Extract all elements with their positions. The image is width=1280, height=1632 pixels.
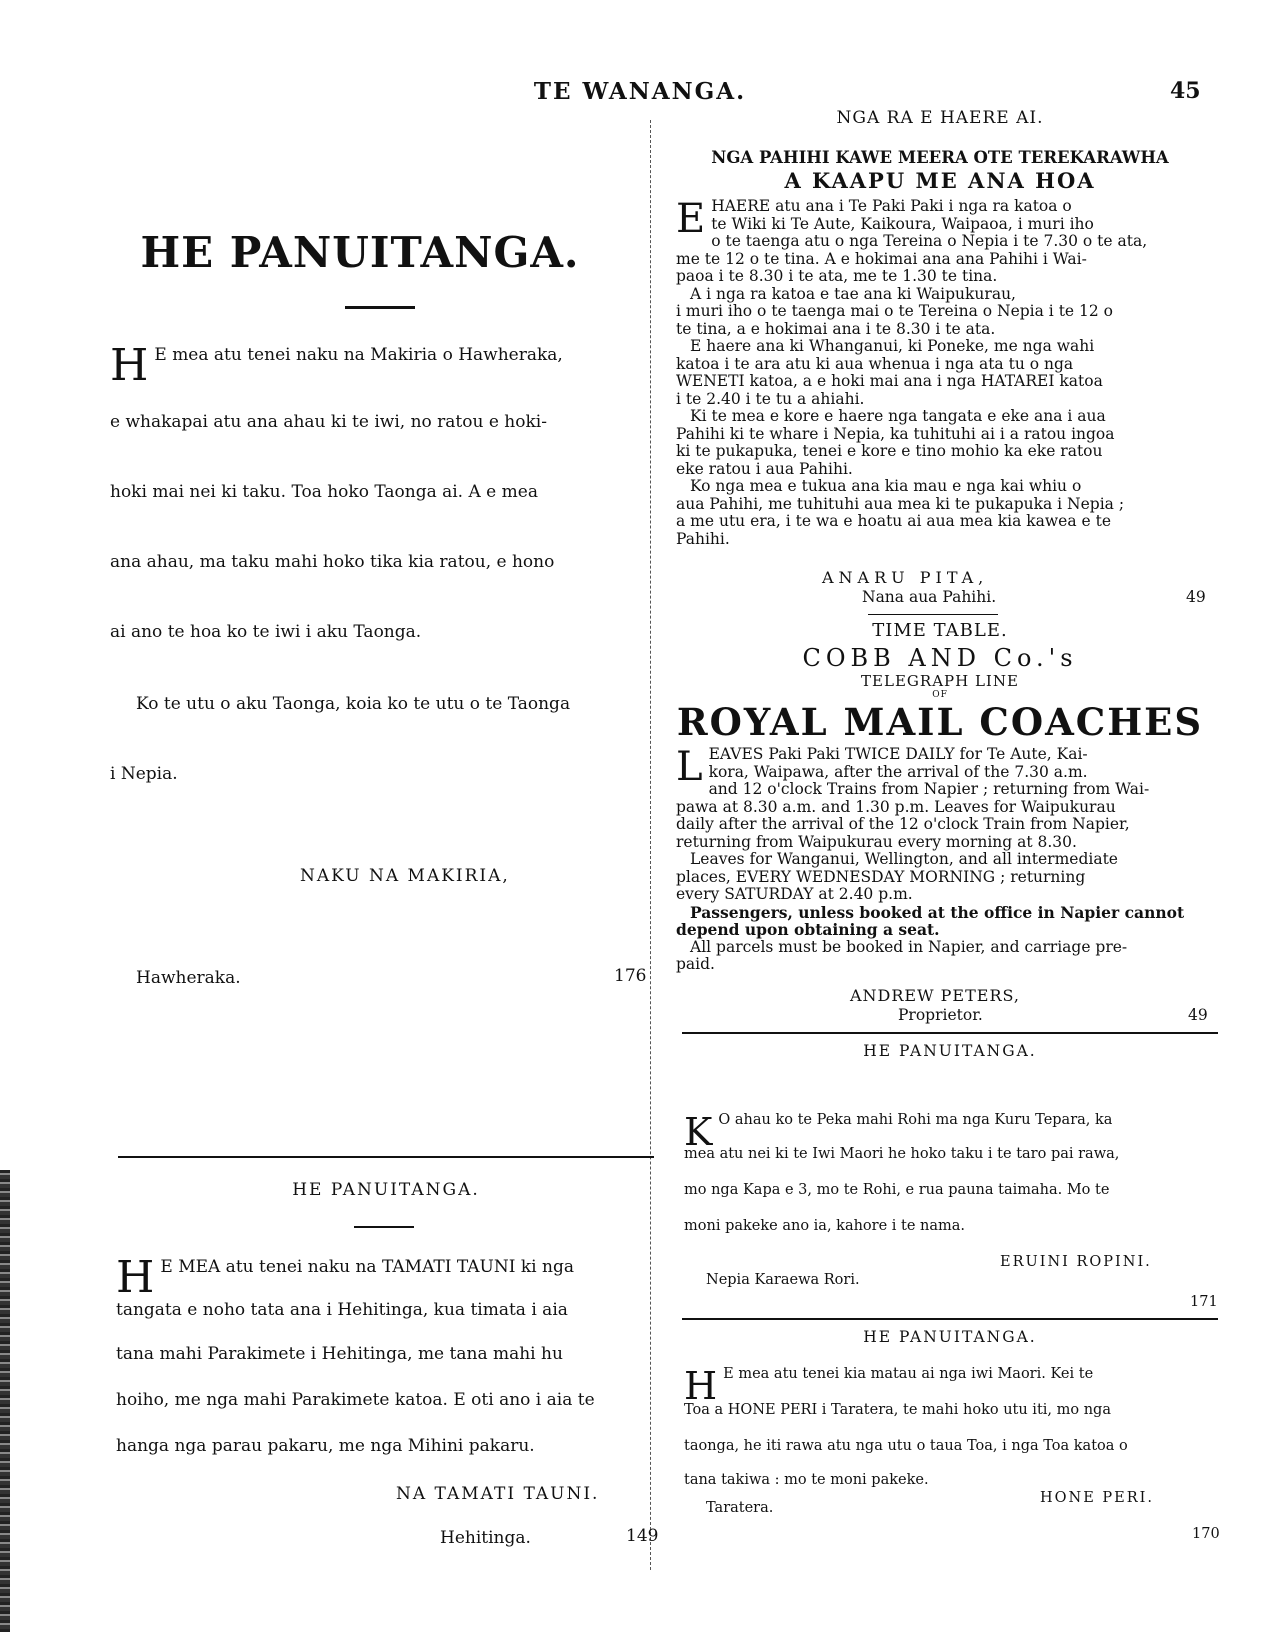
right-ad3-line: O ahau ko te Peka mahi Rohi ma nga Kuru Tepara, ka xyxy=(718,1112,1113,1128)
right-ad1-line: o te taenga atu o nga Tereina o Nepia i te 7.30 o te ata, xyxy=(711,232,1148,250)
right-ad4-body xyxy=(684,1364,1220,1408)
right-ad3-line: mo nga Kapa e 3, mo te Rohi, e rua pauna taimaha. Mo te xyxy=(684,1182,1110,1198)
right-ad4-line: E mea atu tenei kia matau ai nga iwi Maori. Kei te xyxy=(723,1366,1094,1382)
left-ad2-signature: NA TAMATI TAUNI. xyxy=(396,1484,600,1504)
left-separator xyxy=(118,1156,654,1158)
right-ad2-line: paid. xyxy=(676,955,715,973)
right-ad4-line: Toa a HONE PERI i Taratera, te mahi hoko utu iti, mo nga xyxy=(684,1402,1111,1418)
right-ad2-line: returning from Waipukurau every morning at 8.30. xyxy=(676,832,1077,851)
right-separator-2 xyxy=(682,1318,1218,1320)
right-separator-1 xyxy=(682,1032,1218,1034)
left-ad2-dropcap: H xyxy=(116,1252,155,1303)
left-ad1-line: Ko te utu o aku Taonga, koia ko te utu o te Taonga xyxy=(136,694,571,714)
right-ad2-body xyxy=(676,746,1216,974)
page-number: 45 xyxy=(1170,78,1201,104)
left-ad1-body xyxy=(110,340,650,408)
right-ad1-line: E haere ana ki Whanganui, ki Poneke, me nga wahi xyxy=(690,337,1095,355)
right-ad3-number: 171 xyxy=(1190,1294,1218,1310)
left-ad1-line: i Nepia. xyxy=(110,764,178,784)
right-ad2-company: COBB AND Co.'s xyxy=(802,644,1078,672)
right-ad2-line-name: TELEGRAPH LINE xyxy=(861,672,1019,690)
right-ad1-line: te tina, a e hokimai ana i te 8.30 i te ata. xyxy=(676,319,996,338)
right-ad1-line: HAERE atu ana i Te Paki Paki i nga ra katoa o xyxy=(711,197,1072,215)
right-ad2-line: EAVES Paki Paki TWICE DAILY for Te Aute, Kai- xyxy=(708,745,1088,763)
right-ad1-subheading2: A KAAPU ME ANA HOA xyxy=(784,168,1096,193)
right-ad3-place: Nepia Karaewa Rori. xyxy=(706,1272,860,1288)
right-ad1-line: Ko nga mea e tukua ana kia mau e nga kai whiu o xyxy=(690,477,1082,495)
right-ad1-signature-role: Nana aua Pahihi. xyxy=(862,588,997,606)
right-ad4-place: Taratera. xyxy=(706,1500,774,1516)
right-ad1-line: paoa i te 8.30 i te ata, me te 1.30 te tina. xyxy=(676,267,998,285)
right-ad1-line: Ki te mea e kore e haere nga tangata e eke ana i aua xyxy=(690,407,1106,425)
right-ad1-signature: ANARU PITA, xyxy=(822,568,989,587)
right-ad2-line: pawa at 8.30 a.m. and 1.30 p.m. Leaves for Waipukurau xyxy=(676,797,1116,816)
right-ad4-number: 170 xyxy=(1192,1526,1220,1542)
left-ad1-line: e whakapai atu ana ahau ki te iwi, no ratou e hoki- xyxy=(110,412,547,432)
right-ad1-heading: NGA RA E HAERE AI. xyxy=(836,108,1044,128)
left-ad1-rule xyxy=(345,306,415,309)
right-ad1-line: katoa i te ara atu ki aua whenua i nga ata tu o nga xyxy=(676,354,1074,373)
left-ad1-place: Hawheraka. xyxy=(136,968,241,988)
right-ad2-of: OF xyxy=(932,690,948,700)
right-ad2-line: Leaves for Wanganui, Wellington, and all intermediate xyxy=(690,850,1118,868)
right-ad2-line: Passengers, unless booked at the office in Napier cannot xyxy=(690,902,1185,922)
left-ad1-line: ai ano te hoa ko te iwi i aku Taonga. xyxy=(110,622,422,642)
right-ad2-big-title: ROYAL MAIL COACHES xyxy=(676,700,1204,744)
right-ad2-number: 49 xyxy=(1188,1006,1208,1024)
left-ad1-line: hoki mai nei ki taku. Toa hoko Taonga ai. A e mea xyxy=(110,482,538,502)
left-ad1-number: 176 xyxy=(614,966,647,986)
right-ad1-line: i muri iho o te taenga mai o te Tereina o Nepia i te 12 o xyxy=(676,302,1114,320)
left-ad2-line: tangata e noho tata ana i Hehitinga, kua timata i aia xyxy=(116,1300,568,1320)
left-ad2-line: hanga nga parau pakaru, me nga Mihini pakaru. xyxy=(116,1436,535,1456)
right-ad2-line: places, EVERY WEDNESDAY MORNING ; returning xyxy=(676,867,1086,886)
left-ad2-line: hoiho, me nga mahi Parakimete katoa. E oti ano i aia te xyxy=(116,1390,595,1410)
right-ad3-line: moni pakeke ano ia, kahore i te nama. xyxy=(684,1218,966,1234)
left-ad2-title: HE PANUITANGA. xyxy=(292,1180,480,1200)
right-ad1-line: Pahihi. xyxy=(676,529,730,548)
right-ad4-signature: HONE PERI. xyxy=(1040,1490,1155,1506)
right-ad2-heading: TIME TABLE. xyxy=(872,620,1008,641)
right-ad3-dropcap: K xyxy=(684,1110,713,1154)
right-ad2-line: every SATURDAY at 2.40 p.m. xyxy=(676,885,913,903)
right-ad1-line: eke ratou i aua Pahihi. xyxy=(676,459,853,478)
right-ad1-rule xyxy=(868,614,998,615)
right-ad2-signature-role: Proprietor. xyxy=(898,1006,983,1024)
right-ad1-line: te Wiki ki Te Aute, Kaikoura, Waipaoa, i muri iho xyxy=(711,214,1094,233)
page-title: TE WANANGA. xyxy=(533,78,747,105)
left-ad1-title: HE PANUITANGA. xyxy=(140,228,580,277)
right-ad2-signature: ANDREW PETERS, xyxy=(850,986,1020,1005)
right-ad1-line: me te 12 o te tina. A e hokimai ana ana Pahihi i Wai- xyxy=(676,249,1087,268)
right-ad2-line: All parcels must be booked in Napier, and carriage pre- xyxy=(690,937,1128,956)
left-ad1-line: E mea atu tenei naku na Makiria o Hawheraka, xyxy=(154,345,563,365)
right-ad4-line: taonga, he iti rawa atu nga utu o taua Toa, i nga Toa katoa o xyxy=(684,1438,1128,1454)
right-ad1-line: aua Pahihi, me tuhituhi aua mea ki te pukapuka i Nepia ; xyxy=(676,494,1125,513)
right-ad4-dropcap: H xyxy=(684,1364,718,1408)
right-ad2-line: daily after the arrival of the 12 o'clock Train from Napier, xyxy=(676,815,1130,833)
right-ad2-dropcap: L xyxy=(676,744,703,790)
left-ad2-line: tana mahi Parakimete i Hehitinga, me tana mahi hu xyxy=(116,1344,563,1364)
right-ad1-subheading: NGA PAHIHI KAWE MEERA OTE TEREKARAWHA xyxy=(711,148,1169,167)
right-ad3-title: HE PANUITANGA. xyxy=(863,1042,1037,1060)
left-ad2-place: Hehitinga. xyxy=(440,1528,531,1548)
left-ad1-line: ana ahau, ma taku mahi hoko tika kia ratou, e hono xyxy=(110,552,555,572)
right-ad1-line: a me utu era, i te wa e hoatu ai aua mea kia kawea e te xyxy=(676,512,1112,530)
right-ad1-line: A i nga ra katoa e tae ana ki Waipukurau, xyxy=(690,284,1016,303)
left-ad2-body xyxy=(116,1252,656,1303)
left-ad2-rule xyxy=(354,1226,414,1228)
left-ad1-dropcap: H xyxy=(110,340,149,391)
right-ad1-number: 49 xyxy=(1186,588,1206,606)
right-ad3-signature: ERUINI ROPINI. xyxy=(1000,1254,1152,1270)
right-ad4-title: HE PANUITANGA. xyxy=(863,1328,1037,1346)
right-ad1-body xyxy=(676,198,1216,548)
right-ad3-line: mea atu nei ki te Iwi Maori he hoko taku i te taro pai rawa, xyxy=(684,1146,1120,1162)
right-ad1-line: WENETI katoa, a e hoki mai ana i nga HATAREI katoa xyxy=(676,372,1103,390)
right-ad1-dropcap: E xyxy=(676,196,706,242)
scan-edge xyxy=(0,1170,10,1632)
left-ad2-line: E MEA atu tenei naku na TAMATI TAUNI ki nga xyxy=(160,1257,574,1277)
right-ad1-line: Pahihi ki te whare i Nepia, ka tuhituhi ai i a ratou ingoa xyxy=(676,424,1115,443)
left-ad1-signature: NAKU NA MAKIRIA, xyxy=(300,866,510,886)
right-ad1-line: ki te pukapuka, tenei e kore e tino mohio ka eke ratou xyxy=(676,442,1103,460)
right-ad4-line: tana takiwa : mo te moni pakeke. xyxy=(684,1472,929,1488)
right-ad2-line: and 12 o'clock Trains from Napier ; returning from Wai- xyxy=(708,780,1150,798)
left-ad2-number: 149 xyxy=(626,1526,659,1546)
right-ad2-line: depend upon obtaining a seat. xyxy=(676,920,940,939)
right-ad1-line: i te 2.40 i te tu a ahiahi. xyxy=(676,389,865,408)
right-ad2-line: kora, Waipawa, after the arrival of the 7.30 a.m. xyxy=(708,762,1088,781)
